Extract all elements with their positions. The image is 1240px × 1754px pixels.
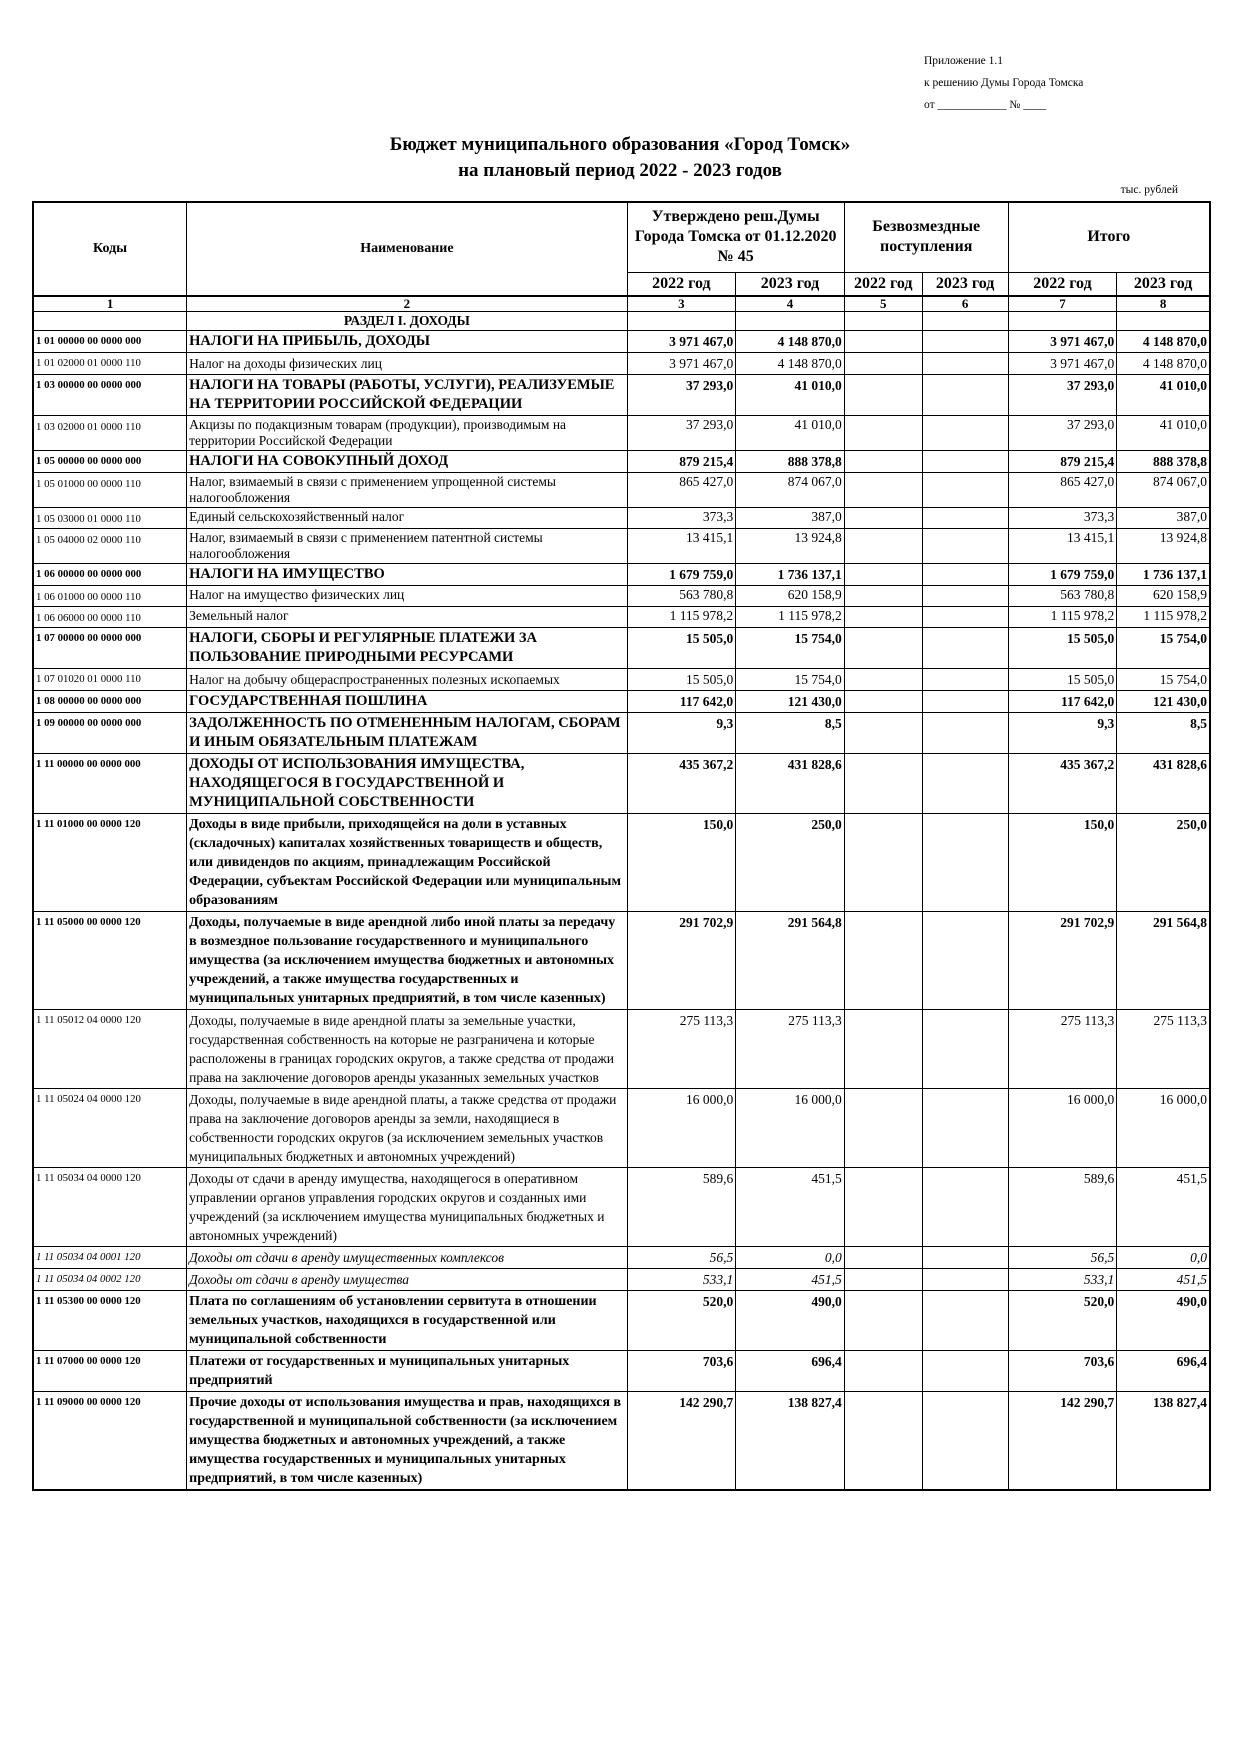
total-2022-value: 291 702,9 bbox=[1008, 911, 1117, 1009]
total-2023-value: 620 158,9 bbox=[1117, 585, 1210, 606]
row-code: 1 11 05000 00 0000 120 bbox=[33, 911, 187, 1009]
row-name: НАЛОГИ НА ТОВАРЫ (РАБОТЫ, УСЛУГИ), РЕАЛИЗУЕМЫЕ НА ТЕРРИТОРИИ РОССИЙСКОЙ ФЕДЕРАЦИИ bbox=[187, 374, 627, 415]
appendix-line-3: от ____________ № ____ bbox=[924, 99, 1047, 111]
total-2022-value: 117 642,0 bbox=[1008, 690, 1117, 712]
grants-2022-value bbox=[844, 528, 922, 563]
row-name: Доходы от сдачи в аренду имущества, находящегося в оперативном управлении органов управления городских округов и созданных ими учреждений (за исключением имущества муниципальных бюджетных и автономных учреждений) bbox=[187, 1167, 627, 1246]
approved-2022-value: 13 415,1 bbox=[627, 528, 736, 563]
approved-2023-value: 451,5 bbox=[736, 1268, 845, 1290]
table-row bbox=[33, 1268, 1210, 1290]
total-2022-value: 703,6 bbox=[1008, 1350, 1117, 1391]
grants-2023-value bbox=[922, 374, 1008, 415]
appendix-block bbox=[924, 50, 1083, 116]
approved-2023-value: 431 828,6 bbox=[736, 753, 845, 813]
row-code: 1 07 01020 01 0000 110 bbox=[33, 668, 187, 690]
units-label: тыс. рублей bbox=[1120, 184, 1178, 196]
header-year-2023: 2023 год bbox=[922, 272, 1008, 296]
row-name: ГОСУДАРСТВЕННАЯ ПОШЛИНА bbox=[187, 690, 627, 712]
approved-2022-value: 373,3 bbox=[627, 507, 736, 528]
row-name: Доходы, получаемые в виде арендной либо иной платы за передачу в возмездное пользование государственного и муниципального имущества (за исключением имущества бюджетных и автономных учреждений, а также имущества государственных и муниципальных унитарных предприятий, в том числе казенных) bbox=[187, 911, 627, 1009]
column-number: 4 bbox=[736, 296, 845, 312]
grants-2022-value bbox=[844, 1268, 922, 1290]
total-2023-value: 4 148 870,0 bbox=[1117, 352, 1210, 374]
approved-2022-value: 150,0 bbox=[627, 813, 736, 911]
grants-2022-value bbox=[844, 627, 922, 668]
table-row bbox=[33, 813, 1210, 911]
row-name: НАЛОГИ НА ИМУЩЕСТВО bbox=[187, 563, 627, 585]
approved-2022-value: 533,1 bbox=[627, 1268, 736, 1290]
section-title: РАЗДЕЛ I. ДОХОДЫ bbox=[187, 311, 627, 330]
document-title bbox=[0, 132, 1240, 184]
grants-2022-value bbox=[844, 415, 922, 450]
total-2022-value: 879 215,4 bbox=[1008, 450, 1117, 472]
grants-2022-value bbox=[844, 1088, 922, 1167]
approved-2023-value: 41 010,0 bbox=[736, 374, 845, 415]
approved-2023-value: 15 754,0 bbox=[736, 627, 845, 668]
row-code: 1 08 00000 00 0000 000 bbox=[33, 690, 187, 712]
grants-2022-value bbox=[844, 330, 922, 352]
grants-2022-value bbox=[844, 1290, 922, 1350]
grants-2023-value bbox=[922, 668, 1008, 690]
grants-2023-value bbox=[922, 1009, 1008, 1088]
approved-2022-value: 56,5 bbox=[627, 1246, 736, 1268]
total-2022-value: 13 415,1 bbox=[1008, 528, 1117, 563]
table-row bbox=[33, 472, 1210, 507]
approved-2023-value: 138 827,4 bbox=[736, 1391, 845, 1490]
header-year-2023: 2023 год bbox=[736, 272, 845, 296]
grants-2023-value bbox=[922, 1350, 1008, 1391]
total-2023-value: 15 754,0 bbox=[1117, 627, 1210, 668]
grants-2023-value bbox=[922, 528, 1008, 563]
appendix-line-1: Приложение 1.1 bbox=[924, 55, 1003, 67]
table-row bbox=[33, 415, 1210, 450]
approved-2022-value: 703,6 bbox=[627, 1350, 736, 1391]
row-code: 1 05 03000 01 0000 110 bbox=[33, 507, 187, 528]
approved-2022-value: 37 293,0 bbox=[627, 374, 736, 415]
grants-2023-value bbox=[922, 753, 1008, 813]
appendix-line-2: к решению Думы Города Томска bbox=[924, 77, 1084, 89]
approved-2022-value: 15 505,0 bbox=[627, 668, 736, 690]
approved-2023-value: 0,0 bbox=[736, 1246, 845, 1268]
total-2023-value: 0,0 bbox=[1117, 1246, 1210, 1268]
grants-2022-value bbox=[844, 911, 922, 1009]
approved-2022-value: 1 679 759,0 bbox=[627, 563, 736, 585]
header-grants: Безвозмездные поступления bbox=[844, 202, 1008, 272]
grants-2022-value bbox=[844, 472, 922, 507]
approved-2023-value: 451,5 bbox=[736, 1167, 845, 1246]
grants-2023-value bbox=[922, 472, 1008, 507]
row-name: НАЛОГИ, СБОРЫ И РЕГУЛЯРНЫЕ ПЛАТЕЖИ ЗА ПОЛЬЗОВАНИЕ ПРИРОДНЫМИ РЕСУРСАМИ bbox=[187, 627, 627, 668]
total-2022-value: 275 113,3 bbox=[1008, 1009, 1117, 1088]
row-code: 1 11 05034 04 0002 120 bbox=[33, 1268, 187, 1290]
table-row bbox=[33, 374, 1210, 415]
row-code: 1 03 02000 01 0000 110 bbox=[33, 415, 187, 450]
approved-2022-value: 15 505,0 bbox=[627, 627, 736, 668]
grants-2022-value bbox=[844, 1246, 922, 1268]
row-code: 1 03 00000 00 0000 000 bbox=[33, 374, 187, 415]
grants-2023-value bbox=[922, 606, 1008, 627]
approved-2023-value: 13 924,8 bbox=[736, 528, 845, 563]
header-year-2022: 2022 год bbox=[844, 272, 922, 296]
approved-2022-value: 563 780,8 bbox=[627, 585, 736, 606]
total-2023-value: 13 924,8 bbox=[1117, 528, 1210, 563]
approved-2022-value: 3 971 467,0 bbox=[627, 330, 736, 352]
title-line-2: на плановый период 2022 - 2023 годов bbox=[458, 160, 782, 181]
grants-2022-value bbox=[844, 1167, 922, 1246]
total-2023-value: 387,0 bbox=[1117, 507, 1210, 528]
total-2023-value: 1 115 978,2 bbox=[1117, 606, 1210, 627]
column-number: 3 bbox=[627, 296, 736, 312]
table-row bbox=[33, 450, 1210, 472]
row-name: Единый сельскохозяйственный налог bbox=[187, 507, 627, 528]
grants-2023-value bbox=[922, 712, 1008, 753]
approved-2022-value: 435 367,2 bbox=[627, 753, 736, 813]
approved-2023-value: 1 736 137,1 bbox=[736, 563, 845, 585]
approved-2022-value: 9,3 bbox=[627, 712, 736, 753]
approved-2023-value: 275 113,3 bbox=[736, 1009, 845, 1088]
row-name: Доходы, получаемые в виде арендной платы, а также средства от продажи права на заключение договоров аренды за земли, находящиеся в собственности городских округов (за исключением земельных участков муниципальных бюджетных и автономных учреждений) bbox=[187, 1088, 627, 1167]
total-2022-value: 37 293,0 bbox=[1008, 374, 1117, 415]
grants-2022-value bbox=[844, 668, 922, 690]
table-row bbox=[33, 627, 1210, 668]
header-approved: Утверждено реш.Думы Города Томска от 01.12.2020 № 45 bbox=[627, 202, 844, 272]
column-number: 1 bbox=[33, 296, 187, 312]
total-2022-value: 150,0 bbox=[1008, 813, 1117, 911]
total-2023-value: 8,5 bbox=[1117, 712, 1210, 753]
row-code: 1 11 07000 00 0000 120 bbox=[33, 1350, 187, 1391]
grants-2023-value bbox=[922, 627, 1008, 668]
total-2022-value: 56,5 bbox=[1008, 1246, 1117, 1268]
total-2023-value: 41 010,0 bbox=[1117, 415, 1210, 450]
approved-2023-value: 4 148 870,0 bbox=[736, 330, 845, 352]
total-2022-value: 373,3 bbox=[1008, 507, 1117, 528]
row-code: 1 05 00000 00 0000 000 bbox=[33, 450, 187, 472]
row-code: 1 11 05012 04 0000 120 bbox=[33, 1009, 187, 1088]
grants-2023-value bbox=[922, 563, 1008, 585]
approved-2022-value: 3 971 467,0 bbox=[627, 352, 736, 374]
grants-2022-value bbox=[844, 563, 922, 585]
row-name: Земельный налог bbox=[187, 606, 627, 627]
grants-2022-value bbox=[844, 753, 922, 813]
grants-2023-value bbox=[922, 352, 1008, 374]
grants-2023-value bbox=[922, 1391, 1008, 1490]
table-row bbox=[33, 606, 1210, 627]
approved-2022-value: 520,0 bbox=[627, 1290, 736, 1350]
grants-2023-value bbox=[922, 450, 1008, 472]
total-2022-value: 589,6 bbox=[1008, 1167, 1117, 1246]
grants-2023-value bbox=[922, 330, 1008, 352]
grants-2022-value bbox=[844, 374, 922, 415]
total-2022-value: 15 505,0 bbox=[1008, 668, 1117, 690]
row-name: Платежи от государственных и муниципальных унитарных предприятий bbox=[187, 1350, 627, 1391]
grants-2023-value bbox=[922, 1268, 1008, 1290]
section-row bbox=[33, 311, 1210, 330]
approved-2023-value: 620 158,9 bbox=[736, 585, 845, 606]
total-2023-value: 121 430,0 bbox=[1117, 690, 1210, 712]
total-2023-value: 4 148 870,0 bbox=[1117, 330, 1210, 352]
total-2023-value: 291 564,8 bbox=[1117, 911, 1210, 1009]
total-2023-value: 15 754,0 bbox=[1117, 668, 1210, 690]
approved-2022-value: 879 215,4 bbox=[627, 450, 736, 472]
approved-2022-value: 16 000,0 bbox=[627, 1088, 736, 1167]
header-year-2022: 2022 год bbox=[1008, 272, 1117, 296]
grants-2022-value bbox=[844, 585, 922, 606]
grants-2023-value bbox=[922, 1088, 1008, 1167]
approved-2022-value: 117 642,0 bbox=[627, 690, 736, 712]
approved-2023-value: 16 000,0 bbox=[736, 1088, 845, 1167]
row-name: Прочие доходы от использования имущества и прав, находящихся в государственной и муниципальной собственности (за исключением имущества бюджетных и автономных учреждений, а также имущества государственных и муниципальных унитарных предприятий, в том числе казенных) bbox=[187, 1391, 627, 1490]
row-code: 1 11 01000 00 0000 120 bbox=[33, 813, 187, 911]
approved-2023-value: 490,0 bbox=[736, 1290, 845, 1350]
total-2023-value: 275 113,3 bbox=[1117, 1009, 1210, 1088]
total-2023-value: 451,5 bbox=[1117, 1167, 1210, 1246]
grants-2022-value bbox=[844, 712, 922, 753]
column-number: 7 bbox=[1008, 296, 1117, 312]
row-code: 1 01 02000 01 0000 110 bbox=[33, 352, 187, 374]
grants-2023-value bbox=[922, 507, 1008, 528]
total-2023-value: 138 827,4 bbox=[1117, 1391, 1210, 1490]
table-row bbox=[33, 352, 1210, 374]
total-2023-value: 696,4 bbox=[1117, 1350, 1210, 1391]
total-2023-value: 250,0 bbox=[1117, 813, 1210, 911]
total-2023-value: 431 828,6 bbox=[1117, 753, 1210, 813]
total-2023-value: 41 010,0 bbox=[1117, 374, 1210, 415]
table-row bbox=[33, 1350, 1210, 1391]
table-row bbox=[33, 1290, 1210, 1350]
row-code: 1 06 06000 00 0000 110 bbox=[33, 606, 187, 627]
approved-2022-value: 37 293,0 bbox=[627, 415, 736, 450]
row-code: 1 05 04000 02 0000 110 bbox=[33, 528, 187, 563]
header-total: Итого bbox=[1008, 202, 1210, 272]
table-row bbox=[33, 1246, 1210, 1268]
total-2023-value: 874 067,0 bbox=[1117, 472, 1210, 507]
row-name: Акцизы по подакцизным товарам (продукции), производимым на территории Российской Федерации bbox=[187, 415, 627, 450]
row-name: ЗАДОЛЖЕННОСТЬ ПО ОТМЕНЕННЫМ НАЛОГАМ, СБОРАМ И ИНЫМ ОБЯЗАТЕЛЬНЫМ ПЛАТЕЖАМ bbox=[187, 712, 627, 753]
total-2022-value: 533,1 bbox=[1008, 1268, 1117, 1290]
table-row bbox=[33, 1167, 1210, 1246]
approved-2022-value: 1 115 978,2 bbox=[627, 606, 736, 627]
approved-2022-value: 142 290,7 bbox=[627, 1391, 736, 1490]
row-code: 1 01 00000 00 0000 000 bbox=[33, 330, 187, 352]
total-2023-value: 1 736 137,1 bbox=[1117, 563, 1210, 585]
grants-2023-value bbox=[922, 911, 1008, 1009]
column-number: 2 bbox=[187, 296, 627, 312]
header-year-2022: 2022 год bbox=[627, 272, 736, 296]
row-code: 1 11 00000 00 0000 000 bbox=[33, 753, 187, 813]
header-codes: Коды bbox=[33, 202, 187, 296]
row-code: 1 11 09000 00 0000 120 bbox=[33, 1391, 187, 1490]
total-2022-value: 16 000,0 bbox=[1008, 1088, 1117, 1167]
row-name: Доходы в виде прибыли, приходящейся на доли в уставных (складочных) капиталах хозяйственных товариществ и обществ, или дивидендов по акциям, принадлежащим Российской Федерации, субъектам Российской Федерации или муниципальным образованиям bbox=[187, 813, 627, 911]
approved-2023-value: 874 067,0 bbox=[736, 472, 845, 507]
approved-2022-value: 865 427,0 bbox=[627, 472, 736, 507]
grants-2023-value bbox=[922, 813, 1008, 911]
approved-2022-value: 589,6 bbox=[627, 1167, 736, 1246]
approved-2023-value: 291 564,8 bbox=[736, 911, 845, 1009]
table-row bbox=[33, 753, 1210, 813]
grants-2022-value bbox=[844, 690, 922, 712]
row-code: 1 11 05024 04 0000 120 bbox=[33, 1088, 187, 1167]
table-row bbox=[33, 330, 1210, 352]
table-row bbox=[33, 1009, 1210, 1088]
row-name: НАЛОГИ НА СОВОКУПНЫЙ ДОХОД bbox=[187, 450, 627, 472]
approved-2023-value: 4 148 870,0 bbox=[736, 352, 845, 374]
total-2022-value: 563 780,8 bbox=[1008, 585, 1117, 606]
grants-2023-value bbox=[922, 1246, 1008, 1268]
table-row bbox=[33, 668, 1210, 690]
row-code: 1 05 01000 00 0000 110 bbox=[33, 472, 187, 507]
column-number: 8 bbox=[1117, 296, 1210, 312]
table-row bbox=[33, 585, 1210, 606]
grants-2022-value bbox=[844, 813, 922, 911]
approved-2022-value: 275 113,3 bbox=[627, 1009, 736, 1088]
approved-2023-value: 1 115 978,2 bbox=[736, 606, 845, 627]
grants-2023-value bbox=[922, 585, 1008, 606]
row-code: 1 07 00000 00 0000 000 bbox=[33, 627, 187, 668]
total-2022-value: 1 115 978,2 bbox=[1008, 606, 1117, 627]
grants-2023-value bbox=[922, 415, 1008, 450]
total-2023-value: 888 378,8 bbox=[1117, 450, 1210, 472]
row-code: 1 11 05034 04 0000 120 bbox=[33, 1167, 187, 1246]
total-2022-value: 3 971 467,0 bbox=[1008, 330, 1117, 352]
approved-2023-value: 15 754,0 bbox=[736, 668, 845, 690]
grants-2022-value bbox=[844, 1350, 922, 1391]
table-row bbox=[33, 712, 1210, 753]
table-row bbox=[33, 563, 1210, 585]
approved-2023-value: 41 010,0 bbox=[736, 415, 845, 450]
grants-2022-value bbox=[844, 606, 922, 627]
grants-2023-value bbox=[922, 1290, 1008, 1350]
row-name: Налог, взимаемый в связи с применением патентной системы налогообложения bbox=[187, 528, 627, 563]
title-line-1: Бюджет муниципального образования «Город Томск» bbox=[389, 134, 851, 155]
row-name: Налог на доходы физических лиц bbox=[187, 352, 627, 374]
row-name: Налог, взимаемый в связи с применением упрощенной системы налогообложения bbox=[187, 472, 627, 507]
budget-table bbox=[32, 201, 1211, 1491]
column-number: 5 bbox=[844, 296, 922, 312]
total-2023-value: 451,5 bbox=[1117, 1268, 1210, 1290]
approved-2022-value: 291 702,9 bbox=[627, 911, 736, 1009]
header-name: Наименование bbox=[187, 202, 627, 296]
approved-2023-value: 250,0 bbox=[736, 813, 845, 911]
row-name: Налог на имущество физических лиц bbox=[187, 585, 627, 606]
row-code: 1 11 05300 00 0000 120 bbox=[33, 1290, 187, 1350]
total-2022-value: 435 367,2 bbox=[1008, 753, 1117, 813]
row-name: НАЛОГИ НА ПРИБЫЛЬ, ДОХОДЫ bbox=[187, 330, 627, 352]
row-name: Плата по соглашениям об установлении сервитута в отношении земельных участков, находящихся в государственной или муниципальной собственности bbox=[187, 1290, 627, 1350]
total-2022-value: 142 290,7 bbox=[1008, 1391, 1117, 1490]
total-2022-value: 15 505,0 bbox=[1008, 627, 1117, 668]
grants-2023-value bbox=[922, 690, 1008, 712]
total-2022-value: 37 293,0 bbox=[1008, 415, 1117, 450]
row-name: Налог на добычу общераспространенных полезных ископаемых bbox=[187, 668, 627, 690]
approved-2023-value: 8,5 bbox=[736, 712, 845, 753]
grants-2023-value bbox=[922, 1167, 1008, 1246]
row-code: 1 06 01000 00 0000 110 bbox=[33, 585, 187, 606]
row-name: ДОХОДЫ ОТ ИСПОЛЬЗОВАНИЯ ИМУЩЕСТВА, НАХОДЯЩЕГОСЯ В ГОСУДАРСТВЕННОЙ И МУНИЦИПАЛЬНОЙ СОБСТВЕННОСТИ bbox=[187, 753, 627, 813]
approved-2023-value: 121 430,0 bbox=[736, 690, 845, 712]
table-row bbox=[33, 911, 1210, 1009]
total-2022-value: 865 427,0 bbox=[1008, 472, 1117, 507]
table-row bbox=[33, 1088, 1210, 1167]
total-2022-value: 1 679 759,0 bbox=[1008, 563, 1117, 585]
total-2023-value: 490,0 bbox=[1117, 1290, 1210, 1350]
grants-2022-value bbox=[844, 1009, 922, 1088]
row-code: 1 06 00000 00 0000 000 bbox=[33, 563, 187, 585]
grants-2022-value bbox=[844, 1391, 922, 1490]
grants-2022-value bbox=[844, 450, 922, 472]
row-name: Доходы от сдачи в аренду имущества bbox=[187, 1268, 627, 1290]
total-2023-value: 16 000,0 bbox=[1117, 1088, 1210, 1167]
row-code: 1 09 00000 00 0000 000 bbox=[33, 712, 187, 753]
table-row bbox=[33, 1391, 1210, 1490]
approved-2023-value: 696,4 bbox=[736, 1350, 845, 1391]
total-2022-value: 3 971 467,0 bbox=[1008, 352, 1117, 374]
table-row bbox=[33, 690, 1210, 712]
table-row bbox=[33, 507, 1210, 528]
grants-2022-value bbox=[844, 507, 922, 528]
column-number: 6 bbox=[922, 296, 1008, 312]
approved-2023-value: 888 378,8 bbox=[736, 450, 845, 472]
row-name: Доходы от сдачи в аренду имущественных комплексов bbox=[187, 1246, 627, 1268]
row-name: Доходы, получаемые в виде арендной платы за земельные участки, государственная собственность на которые не разграничена и которые расположены в границах городских округов, а также средства от продажи права на заключение договоров аренды указанных земельных участков bbox=[187, 1009, 627, 1088]
table-row bbox=[33, 528, 1210, 563]
header-year-2023: 2023 год bbox=[1117, 272, 1210, 296]
total-2022-value: 520,0 bbox=[1008, 1290, 1117, 1350]
row-code: 1 11 05034 04 0001 120 bbox=[33, 1246, 187, 1268]
total-2022-value: 9,3 bbox=[1008, 712, 1117, 753]
approved-2023-value: 387,0 bbox=[736, 507, 845, 528]
grants-2022-value bbox=[844, 352, 922, 374]
